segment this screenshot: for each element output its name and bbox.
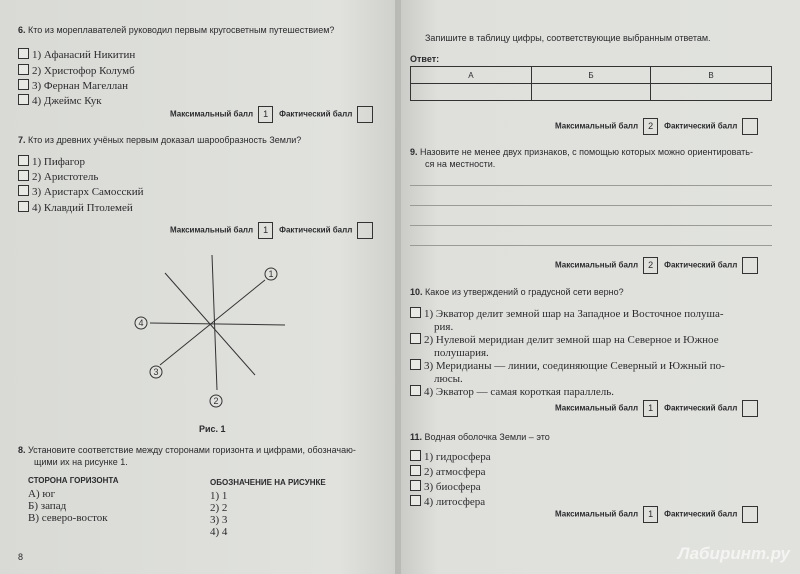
checkbox[interactable] [410, 495, 421, 506]
q6-option-2-label: 2) Христофор Колумб [32, 65, 135, 77]
horizon-side-header: СТОРОНА ГОРИЗОНТА [28, 476, 119, 485]
actual-score-box[interactable] [357, 106, 373, 123]
actual-score-label: Фактический балл [664, 121, 738, 131]
max-score-label: Максимальный балл [170, 225, 254, 235]
question-8-text-line1: Установите соответствие между сторонами горизонта и цифрами, обозначаю- [28, 445, 356, 455]
q8-instruction: Запишите в таблицу цифры, соответствующие выбранным ответам. [425, 33, 711, 43]
checkbox[interactable] [410, 359, 421, 370]
q10-option-1[interactable] [410, 307, 775, 334]
q7-option-2[interactable] [18, 170, 98, 184]
col1-item-a: А) юг [28, 488, 56, 500]
checkbox[interactable] [18, 185, 29, 196]
q10-option-4-label: 4) Экватор — самая короткая параллель. [424, 386, 614, 398]
actual-score-box[interactable] [357, 222, 373, 239]
answer-header-b: Б [531, 67, 650, 84]
max-score-box: 2 [643, 118, 658, 135]
q10-score [555, 400, 764, 417]
checkbox[interactable] [410, 465, 421, 476]
q7-option-2-label: 2) Аристотель [32, 171, 99, 183]
question-11-number: 11. [410, 432, 423, 442]
max-score-box: 1 [258, 106, 273, 123]
answer-line-2[interactable] [410, 205, 772, 206]
checkbox[interactable] [18, 64, 29, 75]
q11-option-3[interactable] [410, 480, 481, 494]
q11-option-3-label: 3) биосфера [424, 481, 481, 493]
q11-option-1[interactable] [410, 450, 491, 464]
q7-option-3-label: 3) Аристарх Самосский [32, 186, 144, 198]
max-score-label: Максимальный балл [555, 403, 639, 413]
actual-score-box[interactable] [742, 506, 758, 523]
q7-option-4[interactable] [18, 201, 133, 215]
question-10 [410, 286, 624, 298]
actual-score-label: Фактический балл [279, 225, 353, 235]
q7-option-3[interactable] [18, 185, 144, 199]
marker-1-label: 1 [268, 269, 274, 279]
q11-score [555, 506, 764, 523]
q8-score [555, 118, 764, 135]
q10-option-3[interactable] [410, 359, 775, 386]
q11-option-4-label: 4) литосфера [424, 496, 486, 508]
actual-score-label: Фактический балл [664, 260, 738, 270]
max-score-box: 1 [643, 506, 658, 523]
q10-option-2-line2: полушария. [434, 347, 489, 359]
book-gutter [395, 0, 401, 574]
col1-item-c: В) северо-восток [28, 512, 108, 524]
q7-option-1[interactable] [18, 155, 85, 169]
q10-option-3-line2: люсы. [434, 373, 463, 385]
checkbox[interactable] [18, 201, 29, 212]
question-8 [18, 444, 356, 456]
marker-2-label: 2 [213, 396, 219, 406]
answer-table [410, 66, 772, 101]
q6-option-1-label: 1) Афанасий Никитин [32, 49, 136, 61]
max-score-label: Максимальный балл [170, 109, 254, 119]
q6-option-3[interactable] [18, 79, 128, 93]
question-10-text: Какое из утверждений о градусной сети верно? [425, 287, 624, 297]
q11-option-2[interactable] [410, 465, 485, 479]
actual-score-label: Фактический балл [279, 109, 353, 119]
answer-header-a: А [411, 67, 532, 84]
question-9-text-line1: Назовите не менее двух признаков, с помощью которых можно ориентировать- [420, 147, 753, 157]
question-7-number: 7. [18, 135, 26, 145]
checkbox[interactable] [18, 155, 29, 166]
question-6-number: 6. [18, 25, 26, 35]
checkbox[interactable] [18, 48, 29, 59]
q6-score [170, 106, 379, 123]
page-number: 8 [18, 552, 24, 562]
q10-option-2-line1: 2) Нулевой меридиан делит земной шар на Северное и Южное [424, 334, 719, 346]
checkbox[interactable] [410, 450, 421, 461]
q6-option-4-label: 4) Джеймс Кук [32, 95, 102, 107]
col2-item-2: 2) 2 [210, 502, 228, 514]
q7-option-1-label: 1) Пифагор [32, 156, 85, 168]
q6-option-2[interactable] [18, 64, 135, 78]
checkbox[interactable] [410, 480, 421, 491]
checkbox[interactable] [410, 385, 421, 396]
q9-score [555, 257, 764, 274]
q10-option-3-line1: 3) Меридианы — линии, соединяющие Северный и Южный по- [424, 360, 725, 372]
figure-label-header: ОБОЗНАЧЕНИЕ НА РИСУНКЕ [210, 478, 326, 487]
checkbox[interactable] [18, 79, 29, 90]
answer-line-4[interactable] [410, 245, 772, 246]
q10-option-2[interactable] [410, 333, 775, 360]
q11-option-2-label: 2) атмосфера [424, 466, 486, 478]
diagram-line-horizontal [150, 323, 285, 325]
max-score-box: 1 [258, 222, 273, 239]
col2-item-3: 3) 3 [210, 514, 228, 526]
col1-item-b: Б) запад [28, 500, 67, 512]
figure-caption: Рис. 1 [199, 424, 226, 434]
max-score-label: Максимальный балл [555, 509, 639, 519]
checkbox[interactable] [18, 170, 29, 181]
answer-cell-b[interactable] [531, 84, 650, 101]
question-11 [410, 431, 550, 443]
q10-option-4[interactable] [410, 385, 614, 399]
q11-option-4[interactable] [410, 495, 485, 509]
answer-header-v: В [651, 67, 772, 84]
checkbox[interactable] [410, 333, 421, 344]
q6-option-3-label: 3) Фернан Магеллан [32, 80, 129, 92]
horizon-diagram [125, 255, 295, 415]
q11-option-1-label: 1) гидросфера [424, 451, 491, 463]
actual-score-box[interactable] [742, 118, 758, 135]
col2-item-1: 1) 1 [210, 490, 228, 502]
answer-line-1[interactable] [410, 185, 772, 186]
actual-score-label: Фактический балл [664, 509, 738, 519]
answer-line-3[interactable] [410, 225, 772, 226]
col2-item-4: 4) 4 [210, 526, 228, 538]
max-score-box: 1 [643, 400, 658, 417]
question-9 [410, 146, 753, 158]
actual-score-box[interactable] [742, 257, 758, 274]
question-10-number: 10. [410, 287, 423, 297]
question-9-text-line2: ся на местности. [425, 159, 496, 169]
marker-3-label: 3 [153, 367, 159, 377]
answer-cell-v[interactable] [651, 84, 772, 101]
watermark-logo: Лабиринт.ру [677, 544, 790, 563]
question-11-text: Водная оболочка Земли – это [424, 432, 550, 442]
answer-cell-a[interactable] [411, 84, 532, 101]
question-8-text-line2: щими их на рисунке 1. [34, 457, 128, 467]
actual-score-box[interactable] [742, 400, 758, 417]
checkbox[interactable] [18, 94, 29, 105]
q7-option-4-label: 4) Клавдий Птолемей [32, 202, 133, 214]
answer-label: Ответ: [410, 54, 440, 64]
max-score-label: Максимальный балл [555, 121, 639, 131]
actual-score-label: Фактический балл [664, 403, 738, 413]
q6-option-1[interactable] [18, 48, 135, 62]
question-7 [18, 134, 301, 146]
q7-score [170, 222, 379, 239]
max-score-label: Максимальный балл [555, 260, 639, 270]
question-6 [18, 24, 334, 36]
question-6-text: Кто из мореплавателей руководил первым кругосветным путешествием? [28, 25, 335, 35]
q6-option-4[interactable] [18, 94, 102, 108]
question-9-number: 9. [410, 147, 418, 157]
question-7-text: Кто из древних учёных первым доказал шарообразность Земли? [28, 135, 302, 145]
diagram-line-ne-sw [160, 280, 265, 365]
question-8-number: 8. [18, 445, 26, 455]
q10-option-1-line1: 1) Экватор делит земной шар на Западное и Восточное полуша- [424, 308, 724, 320]
marker-4-label: 4 [138, 318, 144, 328]
max-score-box: 2 [643, 257, 658, 274]
q10-option-1-line2: рия. [434, 321, 454, 333]
checkbox[interactable] [410, 307, 421, 318]
